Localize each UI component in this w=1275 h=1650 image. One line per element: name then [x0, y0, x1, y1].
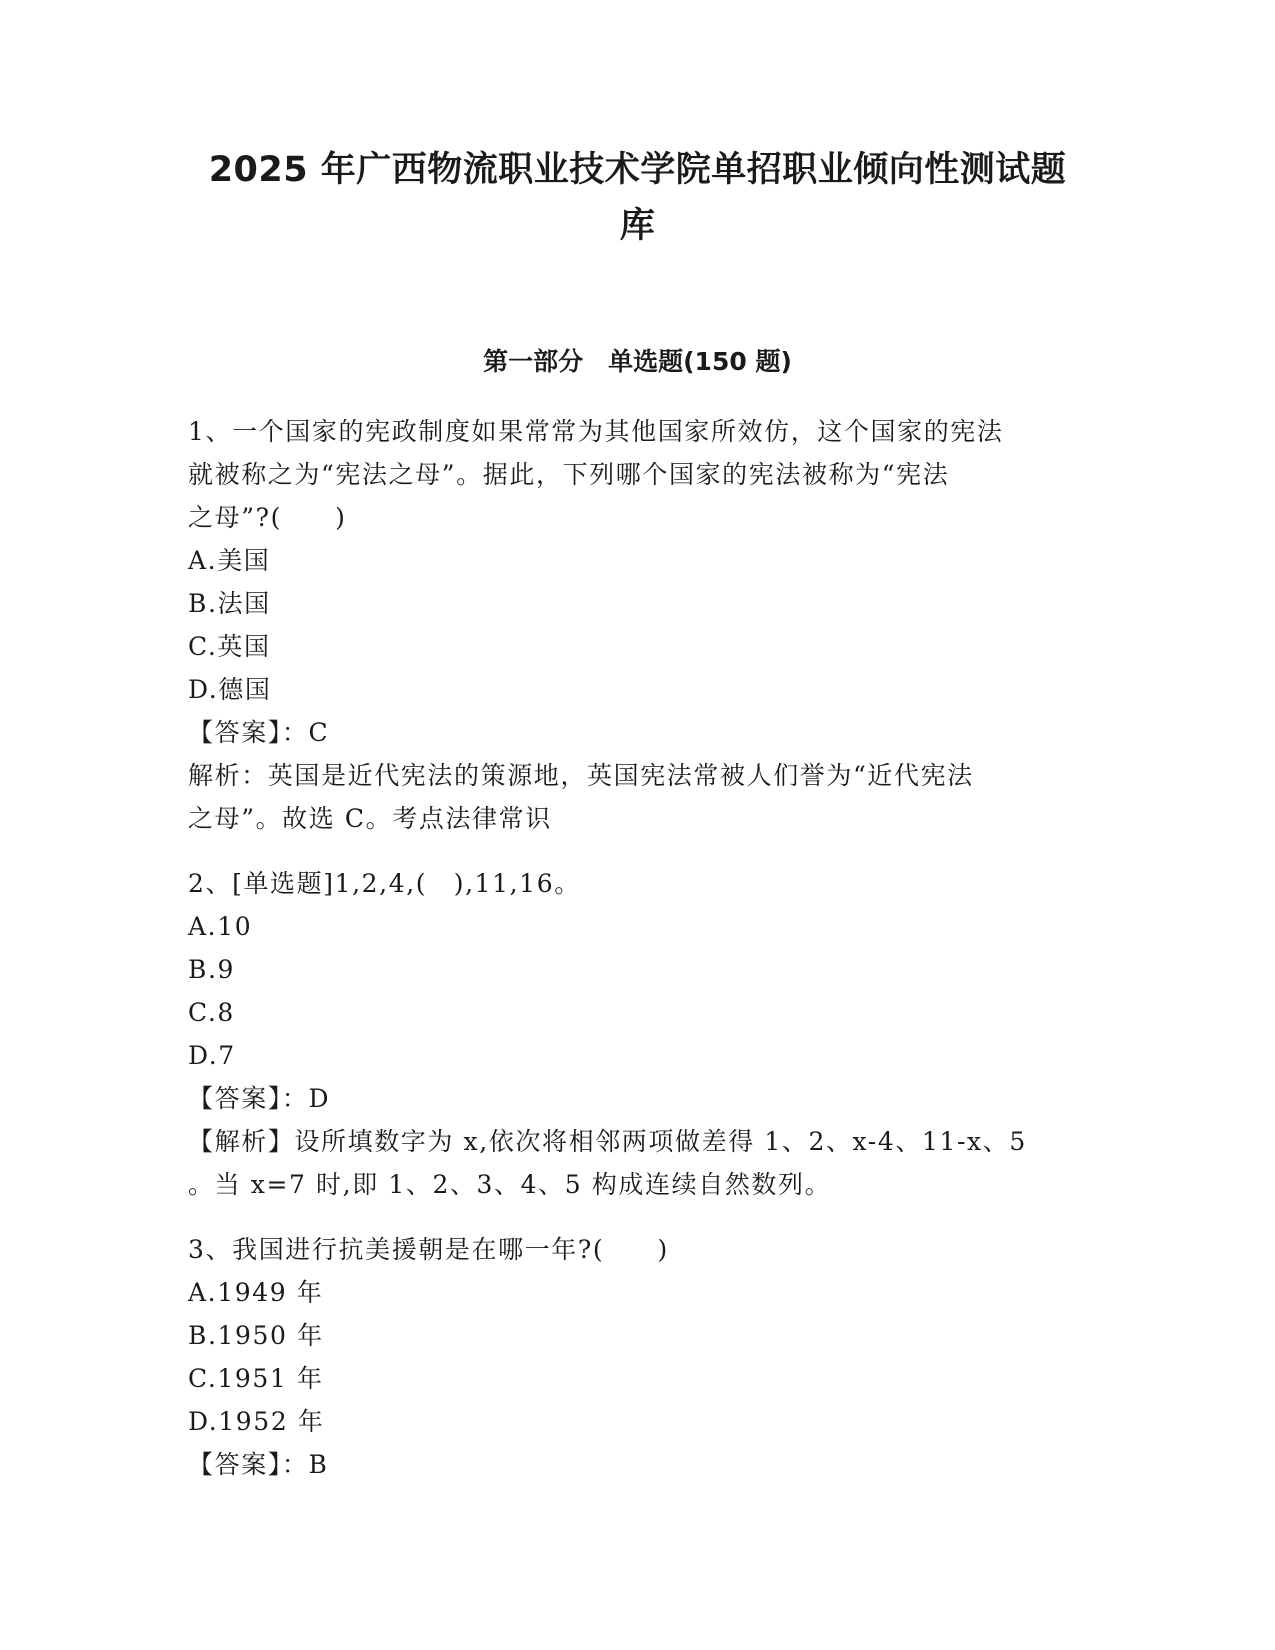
title-line: 库 [619, 206, 656, 246]
question-block [188, 862, 1088, 1206]
question-stem-line: 2、[单选题]1,2,4,( ),11,16。 [188, 869, 581, 898]
question-block [188, 410, 1088, 840]
answer-line: 【答案】：C [188, 718, 330, 747]
document-title [150, 142, 1125, 254]
option-c: C.1951 年 [188, 1364, 324, 1393]
question-stem-line: 就被称之为“宪法之母”。据此，下列哪个国家的宪法被称为“宪法 [188, 460, 950, 489]
explanation-line: 。当 x=7 时,即 1、2、3、4、5 构成连续自然数列。 [188, 1170, 832, 1199]
option-c: C.英国 [188, 632, 271, 661]
option-a: A.1949 年 [188, 1278, 324, 1307]
explanation-line: 【解析】设所填数字为 x,依次将相邻两项做差得 1、2、x-4、11-x、5 [188, 1127, 1027, 1156]
option-d: D.1952 年 [188, 1407, 325, 1436]
option-d: D.7 [188, 1041, 236, 1070]
answer-line: 【答案】：B [188, 1450, 329, 1479]
option-d: D.德国 [188, 675, 272, 704]
question-stem-line: 3、我国进行抗美援朝是在哪一年?( ) [188, 1235, 669, 1264]
title-line: 2025 年广西物流职业技术学院单招职业倾向性测试题 [208, 150, 1067, 190]
option-a: A.10 [188, 912, 253, 941]
answer-line: 【答案】：D [188, 1084, 331, 1113]
option-a: A.美国 [188, 546, 271, 575]
section-title: 第一部分 单选题(150 题) [483, 347, 792, 376]
question-list [188, 410, 1088, 1508]
explanation-line: 之母”。故选 C。考点法律常识 [188, 804, 552, 833]
option-c: C.8 [188, 998, 235, 1027]
option-b: B.1950 年 [188, 1321, 324, 1350]
question-stem-line: 之母”?( ) [188, 503, 347, 532]
question-stem-line: 1、一个国家的宪政制度如果常常为其他国家所效仿，这个国家的宪法 [188, 417, 1004, 446]
option-b: B.法国 [188, 589, 271, 618]
question-block [188, 1228, 1088, 1486]
option-b: B.9 [188, 955, 236, 984]
explanation-line: 解析：英国是近代宪法的策源地，英国宪法常被人们誉为“近代宪法 [188, 761, 974, 790]
